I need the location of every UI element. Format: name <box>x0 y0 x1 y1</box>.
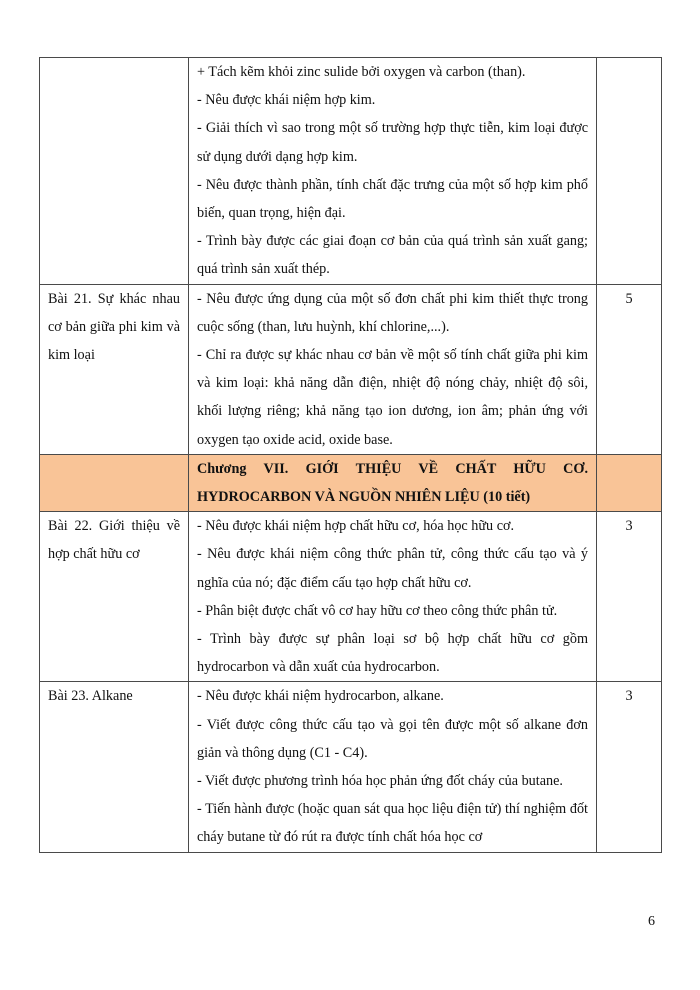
requirement-item: - Phân biệt được chất vô cơ hay hữu cơ theo công thức phân tử. <box>197 602 558 619</box>
table-row <box>40 58 662 285</box>
requirement-item: - Nêu được khái niệm hợp chất hữu cơ, hóa học hữu cơ. <box>197 518 515 535</box>
table-row <box>40 512 662 682</box>
requirement-item: - Giải thích vì sao trong một số trường hợp thực tiễn, kim loại được sử dụng dưới dạng hợp kim. <box>197 120 588 165</box>
periods-cell: 5 <box>597 284 662 454</box>
requirement-item: - Trình bày được sự phân loại sơ bộ hợp chất hữu cơ gồm hydrocarbon và dẫn xuất của hydrocarbon. <box>197 631 588 676</box>
requirement-item: - Nêu được khái niệm hợp kim. <box>197 92 376 109</box>
periods-cell <box>597 58 662 285</box>
requirement-item: - Trình bày được các giai đoạn cơ bản của quá trình sản xuất gang; quá trình sản xuất thép. <box>197 233 588 278</box>
table-row <box>40 682 662 852</box>
requirement-item: - Chỉ ra được sự khác nhau cơ bản về một số tính chất giữa phi kim và kim loại: khả năng dẫn điện, nhiệt độ nóng chảy, nhiệt độ sôi, khối lượng riêng; khả năng tạo ion dương, ion âm; phản ứng với oxygen tạo oxide acid, oxide base. <box>197 347 588 448</box>
chapter-empty-cell <box>597 454 662 511</box>
requirements-cell <box>189 512 597 682</box>
requirement-item: - Nêu được khái niệm hydrocarbon, alkane. <box>197 688 444 705</box>
requirement-item: - Nêu được khái niệm công thức phân tử, công thức cấu tạo và ý nghĩa của nó; đặc điểm cấu tạo hợp chất hữu cơ. <box>197 546 588 591</box>
requirements-cell <box>189 284 597 454</box>
requirement-item: - Viết được công thức cấu tạo và gọi tên được một số alkane đơn giản và thông dụng (C1 - C4). <box>197 716 588 761</box>
requirement-item: + Tách kẽm khỏi zinc sulide bởi oxygen và carbon (than). <box>197 64 526 80</box>
requirements-cell <box>189 58 597 285</box>
chapter-title: Chương VII. GIỚI THIỆU VỀ CHẤT HỮU CƠ. HYDROCARBON VÀ NGUỒN NHIÊN LIỆU (10 tiết) <box>189 454 597 511</box>
requirement-item: - Nêu được ứng dụng của một số đơn chất phi kim thiết thực trong cuộc sống (than, lưu huỳnh, khí chlorine,...). <box>197 290 588 335</box>
lesson-cell: Bài 23. Alkane <box>40 682 189 852</box>
periods-cell: 3 <box>597 682 662 852</box>
periods-cell: 3 <box>597 512 662 682</box>
requirement-item: - Nêu được thành phần, tính chất đặc trưng của một số hợp kim phổ biến, quan trọng, hiện đại. <box>197 176 588 222</box>
chapter-row <box>40 454 662 511</box>
chapter-empty-cell <box>40 454 189 511</box>
curriculum-table <box>39 57 662 853</box>
lesson-cell: Bài 22. Giới thiệu về hợp chất hữu cơ <box>40 512 189 682</box>
lesson-cell <box>40 58 189 285</box>
page-number: 6 <box>648 914 655 929</box>
requirement-item: - Tiến hành được (hoặc quan sát qua học liệu điện tử) thí nghiệm đốt cháy butane từ đó rút ra được tính chất hóa học cơ <box>197 801 588 846</box>
requirement-item: - Viết được phương trình hóa học phản ứng đốt cháy của butane. <box>197 773 563 790</box>
requirements-cell <box>189 682 597 852</box>
lesson-cell: Bài 21. Sự khác nhau cơ bản giữa phi kim và kim loại <box>40 284 189 454</box>
table-row <box>40 284 662 454</box>
